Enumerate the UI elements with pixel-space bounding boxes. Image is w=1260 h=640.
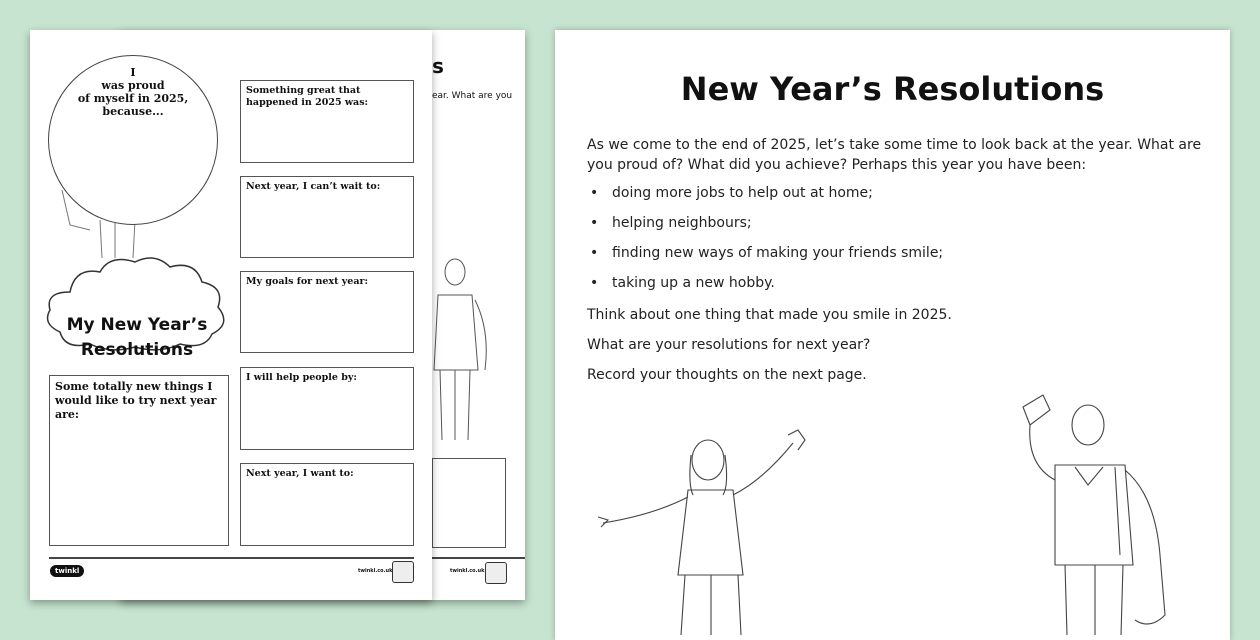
text-fragment: ear. What are you — [432, 91, 513, 101]
prompt-box-new-things[interactable] — [49, 375, 229, 546]
worksheet-title — [42, 283, 232, 363]
prompt-box-cant-wait[interactable] — [240, 176, 414, 258]
circle-text-line: because... — [102, 105, 164, 118]
prompt-box-great-thing[interactable] — [240, 80, 414, 163]
boy-waving-illustration — [1015, 385, 1185, 635]
intro-paragraph: As we come to the end of 2025, let’s take some time to look back at the year. What are you proud of? What did you achieve? Perhaps this year you have been: — [587, 137, 1202, 173]
bullet-item: • doing more jobs to help out at home; — [612, 185, 873, 201]
twinkl-logo: twinkl — [50, 565, 84, 577]
title-line: My New Year’s — [66, 315, 208, 335]
box-label: Next year, I can’t wait to: — [246, 181, 381, 192]
bullet-item: • finding new ways of making your friends smile; — [612, 245, 943, 261]
box-label: My goals for next year: — [246, 276, 369, 287]
back-page-box — [432, 458, 506, 548]
worksheet-page — [30, 30, 432, 600]
proud-circle — [48, 55, 218, 225]
prompt-box-goals[interactable] — [240, 271, 414, 353]
circle-text-line: was proud — [101, 79, 165, 92]
paragraph-line: What are your resolutions for next year? — [587, 337, 871, 353]
info-page — [555, 30, 1230, 640]
circle-text-line: of myself in 2025, — [77, 92, 189, 105]
bullet-item: • helping neighbours; — [612, 215, 752, 231]
boy-illustration — [430, 250, 490, 450]
title-fragment: s — [432, 54, 444, 78]
award-badge-icon — [392, 561, 414, 583]
award-badge-icon — [485, 562, 507, 584]
footer-url: twinkl.co.uk — [358, 568, 393, 574]
footer-divider — [49, 557, 414, 559]
box-label: Next year, I want to: — [246, 468, 354, 479]
footer-url: twinkl.co.uk — [450, 568, 485, 574]
prompt-box-want-to[interactable] — [240, 463, 414, 546]
title-line: Resolutions — [80, 340, 194, 360]
circle-text-line: I — [130, 66, 136, 79]
prompt-box-help-people[interactable] — [240, 367, 414, 450]
page-title: New Year’s Resolutions — [680, 70, 1105, 108]
box-label: I will help people by: — [246, 372, 357, 383]
bullet-item: • taking up a new hobby. — [612, 275, 775, 291]
box-label: Something great that happened in 2025 was: — [246, 85, 369, 108]
girl-waving-illustration — [593, 425, 833, 635]
paragraph-line: Record your thoughts on the next page. — [587, 367, 867, 383]
footer-divider — [432, 557, 525, 559]
box-label: Some totally new things I would like to try next year are: — [55, 380, 217, 421]
paragraph-line: Think about one thing that made you smile in 2025. — [587, 307, 952, 323]
